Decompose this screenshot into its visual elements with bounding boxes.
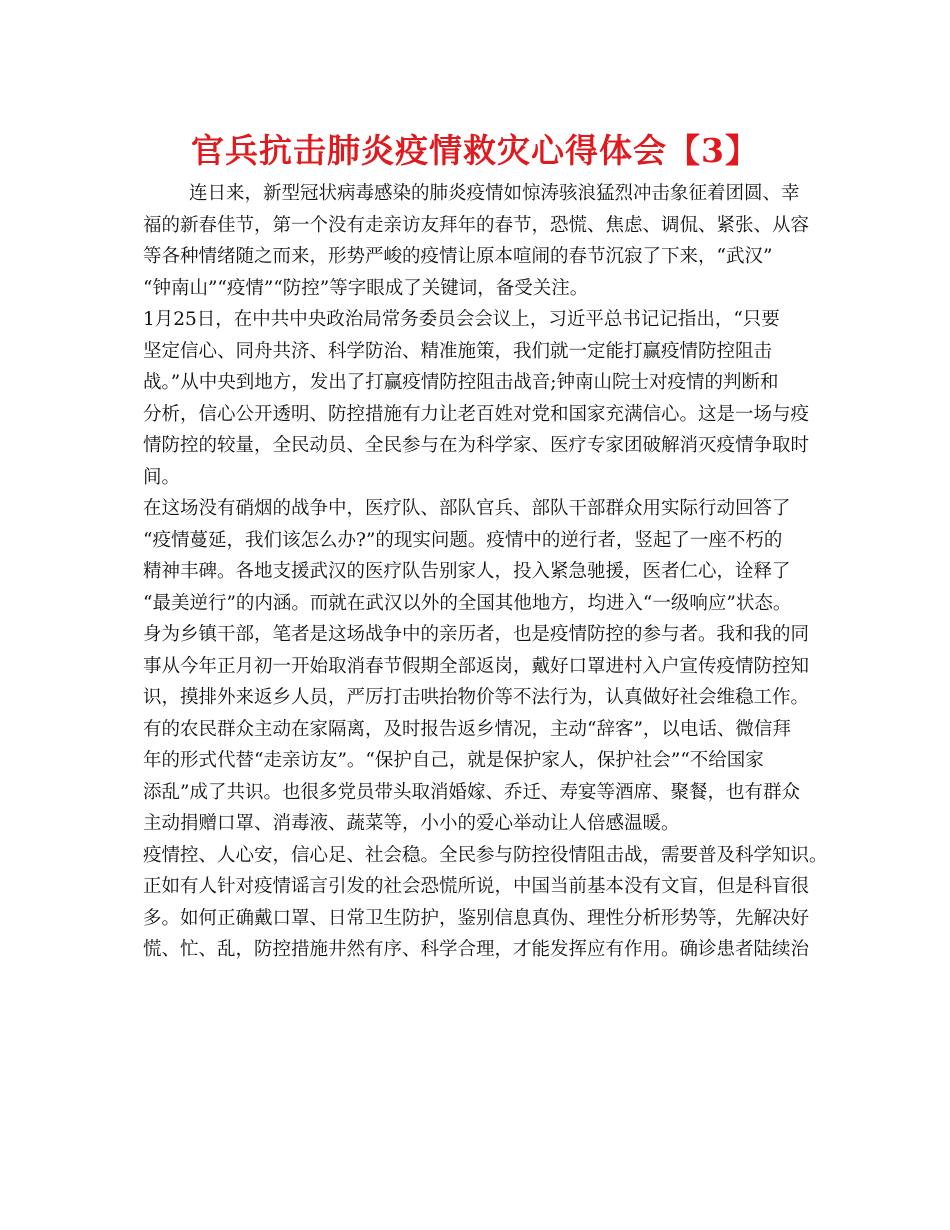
paragraph-line: “最美逆行”的内涵。而就在武汉以外的全国其他地方，均进入“一级响应”状态。 (143, 592, 792, 614)
paragraph-line: 多。如何正确戴口罩、日常卫生防护，鉴别信息真伪、理性分析形势等，先解决好 (143, 907, 810, 929)
paragraph-line: 疫情控、人心安，信心足、社会稳。全民参与防控役情阻击战，需要普及科学知识。 (143, 844, 828, 866)
paragraph-line: 精神丰碑。各地支援武汉的医疗队告别家人，投入紧急驰援，医者仁心，诠释了 (143, 561, 791, 582)
paragraph-line: “钟南山”“疫情”“防控”等字眼成了关键词，备受关注。 (143, 277, 589, 299)
paragraph-line: 在这场没有硝烟的战争中，医疗队、部队官兵、部队干部群众用实际行动回答了 (143, 498, 791, 519)
paragraph-line: 情防控的较量，全民动员、全民参与在为科学家、医疗专家团破解消灭疫情争取时 (143, 435, 810, 456)
paragraph-line: “疫情蔓延，我们该怎么办?”的现实问题。疫情中的逆行者，竖起了一座不朽的 (143, 529, 783, 551)
paragraph-line: 间。 (143, 466, 181, 488)
paragraph-line: 事从今年正月初一开始取消春节假期全部返岗，戴好口罩进村入户宣传疫情防控知 (143, 655, 810, 677)
paragraph-line: 年的形式代替“走亲访友”。“保护自己，就是保护家人，保护社会”“不给国家 (143, 750, 764, 771)
paragraph-line: 1月25日，在中共中央政治局常务委员会会议上，习近平总书记记指出，“只要 (143, 309, 780, 330)
paragraph-line: 身为乡镇干部，笔者是这场战争中的亲历者，也是疫情防控的参与者。我和我的同 (143, 624, 810, 645)
paragraph-line: 有的农民群众主动在家隔离，及时报告返乡情况，主动“辞客”，以电话、微信拜 (143, 718, 791, 740)
paragraph-line: 识，摸排外来返乡人员，严厉打击哄抬物价等不法行为，认真做好社会维稳工作。 (143, 687, 810, 708)
document-title: 官兵抗击肺炎疫情救灾心得体会【3】 (191, 131, 759, 170)
paragraph-line: 慌、忙、乱，防控措施井然有序、科学合理，才能发挥应有作用。确诊患者陆续治 (143, 939, 810, 960)
paragraph-line: 坚定信心、同舟共济、科学防治、精准施策，我们就一定能打赢疫情防控阻击 (143, 340, 773, 362)
document-body (143, 178, 833, 966)
paragraph-line: 战。”从中央到地方，发出了打赢疫情防控阻击战音;钟南山院士对疫情的判断和 (143, 372, 779, 393)
paragraph-line: 连日来，新型冠状病毒感染的肺炎疫情如惊涛骇浪猛烈冲击象征着团圆、幸 (189, 183, 800, 204)
paragraph-line: 福的新春佳节，第一个没有走亲访友拜年的春节，恐慌、焦虑、调侃、紧张、从容 (143, 214, 810, 236)
paragraph-line: 正如有人针对疫情谣言引发的社会恐慌所说，中国当前基本没有文盲，但是科盲很 (143, 876, 810, 897)
paragraph-line: 添乱”成了共识。也很多党员带头取消婚嫁、乔迁、寿宴等酒席、聚餐，也有群众 (143, 781, 800, 803)
paragraph-line: 等各种情绪随之而来，形势严峻的疫情让原本喧闹的春节沉寂了下来，“武汉” (143, 246, 773, 267)
paragraph-line: 主动捐赠口罩、消毒液、蔬菜等，小小的爱心举动让人倍感温暖。 (143, 813, 680, 834)
paragraph-line: 分析，信心公开透明、防控措施有力让老百姓对党和国家充满信心。这是一场与疫 (143, 403, 810, 425)
